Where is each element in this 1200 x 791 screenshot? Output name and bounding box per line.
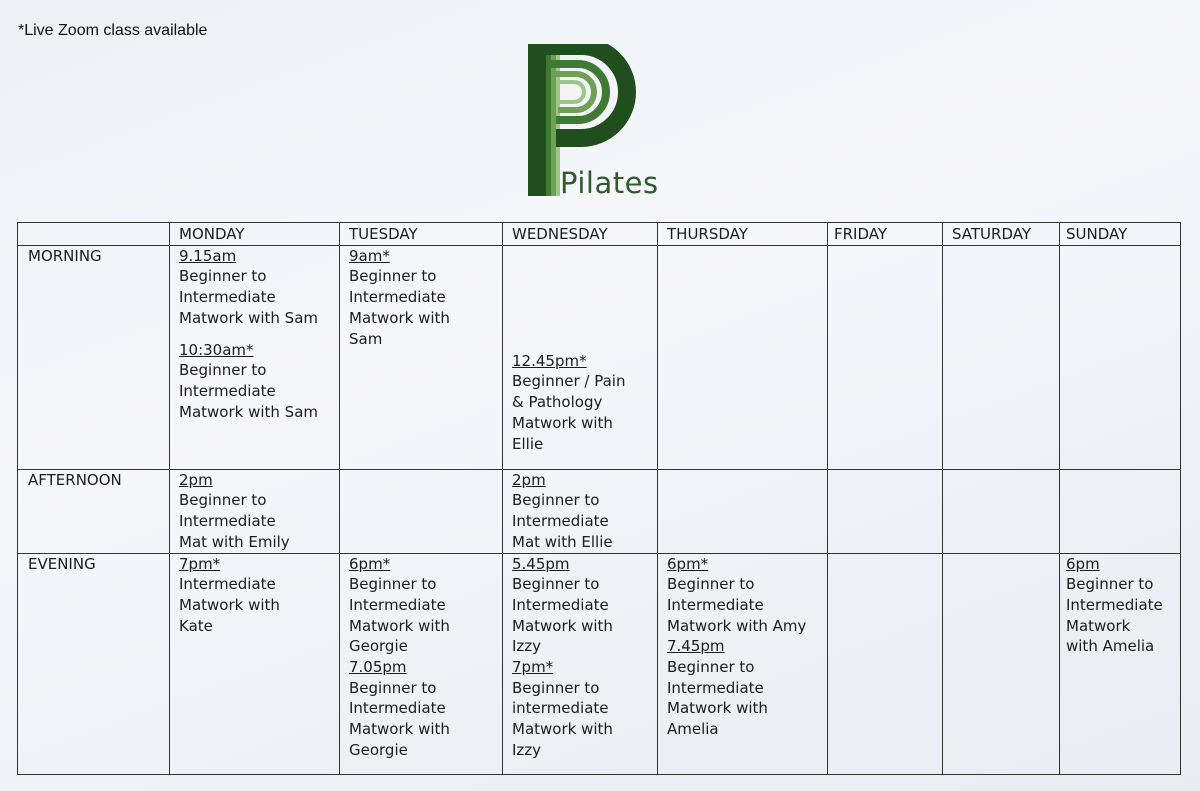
cell-afternoon-tuesday: [340, 469, 503, 553]
day-header-monday: MONDAY: [170, 223, 340, 246]
corner-cell: [18, 223, 170, 246]
row-label-morning: MORNING: [18, 245, 170, 469]
day-header-saturday: SATURDAY: [943, 223, 1060, 246]
class-time: 6pm*: [349, 554, 391, 573]
morning-row: [18, 245, 1181, 469]
class-time: 2pm: [512, 470, 546, 489]
class-description: Beginner to Intermediate Mat with Emily: [179, 491, 290, 551]
class-time: 7.05pm: [349, 658, 407, 677]
row-label-evening: EVENING: [18, 553, 170, 774]
day-header-sunday: SUNDAY: [1060, 223, 1181, 246]
cell-evening-wednesday: [503, 553, 658, 774]
zoom-note: *Live Zoom class available: [18, 22, 208, 39]
cell-morning-tuesday: [340, 245, 503, 469]
cell-afternoon-thursday: [658, 469, 828, 553]
class-description: Beginner to Intermediate Matwork with Georgie: [349, 678, 450, 759]
class-time: 2pm: [179, 470, 213, 489]
day-header-friday: FRIDAY: [828, 223, 943, 246]
class-description: Beginner to Intermediate Matwork with Izzy: [512, 575, 613, 656]
class-time: 6pm*: [667, 554, 709, 573]
cell-evening-friday: [828, 553, 943, 774]
class-description: Beginner to Intermediate Matwork with Amelia: [1066, 575, 1163, 656]
class-time: 9am*: [349, 246, 390, 265]
class-time: 9.15am: [179, 246, 237, 265]
cell-morning-monday: [170, 245, 340, 469]
class-description: Beginner / Pain & Pathology Matwork with Ellie: [512, 372, 626, 453]
afternoon-row: [18, 469, 1181, 553]
class-description: Intermediate Matwork with Kate: [179, 575, 280, 635]
class-description: Beginner to Intermediate Matwork with Sam: [349, 267, 450, 348]
class-description: Beginner to Intermediate Mat with Ellie: [512, 491, 613, 551]
class-time: 12.45pm*: [512, 351, 587, 370]
class-description: Beginner to Intermediate Matwork with Sam: [179, 361, 318, 421]
cell-morning-sunday: [1060, 245, 1181, 469]
class-time: 7.45pm: [667, 637, 725, 656]
cell-morning-wednesday: [503, 245, 658, 469]
cell-afternoon-saturday: [943, 469, 1060, 553]
class-time: 7pm*: [512, 658, 554, 677]
header-row: [18, 223, 1181, 246]
row-label-afternoon: AFTERNOON: [18, 469, 170, 553]
class-schedule-table: [17, 222, 1181, 775]
day-header-thursday: THURSDAY: [658, 223, 828, 246]
cell-evening-monday: [170, 553, 340, 774]
cell-afternoon-monday: [170, 469, 340, 553]
cell-evening-sunday: [1060, 553, 1181, 774]
evening-row: [18, 553, 1181, 774]
brand-name: Pilates: [560, 166, 659, 200]
class-description: Beginner to Intermediate Matwork with Amy: [667, 575, 807, 635]
class-time: 6pm: [1066, 554, 1100, 573]
day-header-wednesday: WEDNESDAY: [503, 223, 658, 246]
class-time: 10:30am*: [179, 340, 254, 359]
cell-morning-friday: [828, 245, 943, 469]
cell-evening-saturday: [943, 553, 1060, 774]
class-time: 5.45pm: [512, 554, 570, 573]
cell-afternoon-sunday: [1060, 469, 1181, 553]
class-description: Beginner to Intermediate Matwork with Sam: [179, 267, 318, 327]
class-time: 7pm*: [179, 554, 221, 573]
cell-evening-tuesday: [340, 553, 503, 774]
class-description: Beginner to intermediate Matwork with Izzy: [512, 678, 613, 759]
cell-afternoon-wednesday: [503, 469, 658, 553]
class-description: Beginner to Intermediate Matwork with Amelia: [667, 658, 768, 739]
class-description: Beginner to Intermediate Matwork with Georgie: [349, 575, 450, 656]
day-header-tuesday: TUESDAY: [340, 223, 503, 246]
cell-evening-thursday: [658, 553, 828, 774]
cell-afternoon-friday: [828, 469, 943, 553]
cell-morning-saturday: [943, 245, 1060, 469]
cell-morning-thursday: [658, 245, 828, 469]
